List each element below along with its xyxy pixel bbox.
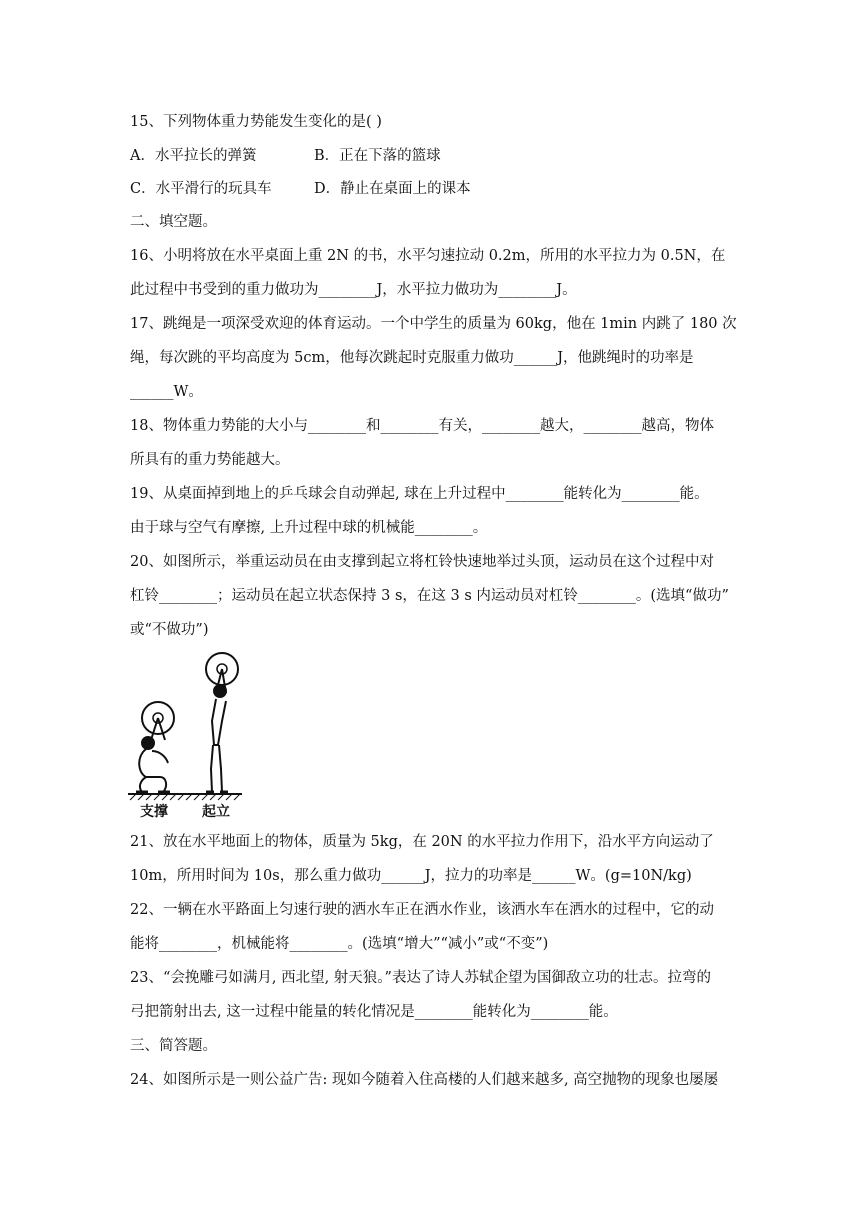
q23-line-2: 弓把箭射出去, 这一过程中能量的转化情况是________能转化为________能。	[130, 1004, 618, 1020]
q21-line-1: 21、放在水平地面上的物体，质量为 5kg，在 20N 的水平拉力作用下，沿水平方向运动了	[130, 834, 714, 850]
q20-line-2: 杠铃________；运动员在起立状态保持 3 s，在这 3 s 内运动员对杠铃________。(选填“做功”	[130, 588, 729, 604]
q23-line-1: 23、“会挽雕弓如满月, 西北望, 射天狼。”表达了诗人苏轼企望为国御敌立功的壮志。拉弯的	[130, 970, 711, 986]
q21-line-2: 10m，所用时间为 10s，那么重力做功______J，拉力的功率是______W。(g=10N/kg)	[130, 868, 692, 884]
q24-line-1: 24、如图所示是一则公益广告: 现如今随着入住高楼的人们越来越多, 高空抛物的现象也屡屡	[130, 1072, 719, 1088]
q15-option-a: A．水平拉长的弹簧	[130, 148, 257, 164]
q15-option-c: C．水平滑行的玩具车	[130, 181, 272, 197]
q20-line-3: 或“不做功”)	[130, 622, 209, 638]
section-short-answer-heading: 三、简答题。	[130, 1038, 217, 1054]
figure-label-support: 支撑	[140, 804, 168, 820]
q16-line-2: 此过程中书受到的重力做功为________J，水平拉力做功为________J。	[130, 282, 577, 298]
q22-line-1: 22、一辆在水平路面上匀速行驶的洒水车正在洒水作业，该洒水车在洒水的过程中，它的动	[130, 902, 714, 918]
squatting-lifter	[136, 702, 174, 792]
weightlifter-figure	[126, 645, 244, 823]
figure-label-standing: 起立	[202, 804, 230, 820]
standing-lifter	[206, 653, 238, 792]
q20-line-1: 20、如图所示，举重运动员在由支撑到起立将杠铃快速地举过头顶，运动员在这个过程中对	[130, 554, 714, 570]
q15-option-b: B．正在下落的篮球	[314, 148, 441, 164]
section-fill-in-heading: 二、填空题。	[130, 214, 217, 230]
q15-stem: 15、下列物体重力势能发生变化的是( )	[130, 114, 382, 130]
weightlifter-drawing	[126, 645, 244, 823]
q17-line-1: 17、跳绳是一项深受欢迎的体育运动。一个中学生的质量为 60kg，他在 1min 内跳了 180 次	[130, 316, 737, 332]
q19-line-2: 由于球与空气有摩擦, 上升过程中球的机械能________。	[130, 520, 488, 536]
q19-line-1: 19、从桌面掉到地上的乒乓球会自动弹起, 球在上升过程中________能转化为________能。	[130, 486, 709, 502]
q18-line-1: 18、物体重力势能的大小与________和________有关，________越大，________越高，物体	[130, 418, 714, 434]
q16-line-1: 16、小明将放在水平桌面上重 2N 的书，水平匀速拉动 0.2m，所用的水平拉力为 0.5N，在	[130, 248, 726, 264]
q22-line-2: 能将________，机械能将________。(选填“增大”“减小”或“不变”)	[130, 936, 549, 952]
q17-line-3: ______W。	[130, 384, 203, 400]
q15-option-d: D．静止在桌面上的课本	[314, 181, 471, 197]
q17-line-2: 绳，每次跳的平均高度为 5cm，他每次跳起时克服重力做功______J，他跳绳时的功率是	[130, 350, 694, 366]
q18-line-2: 所具有的重力势能越大。	[130, 452, 290, 468]
